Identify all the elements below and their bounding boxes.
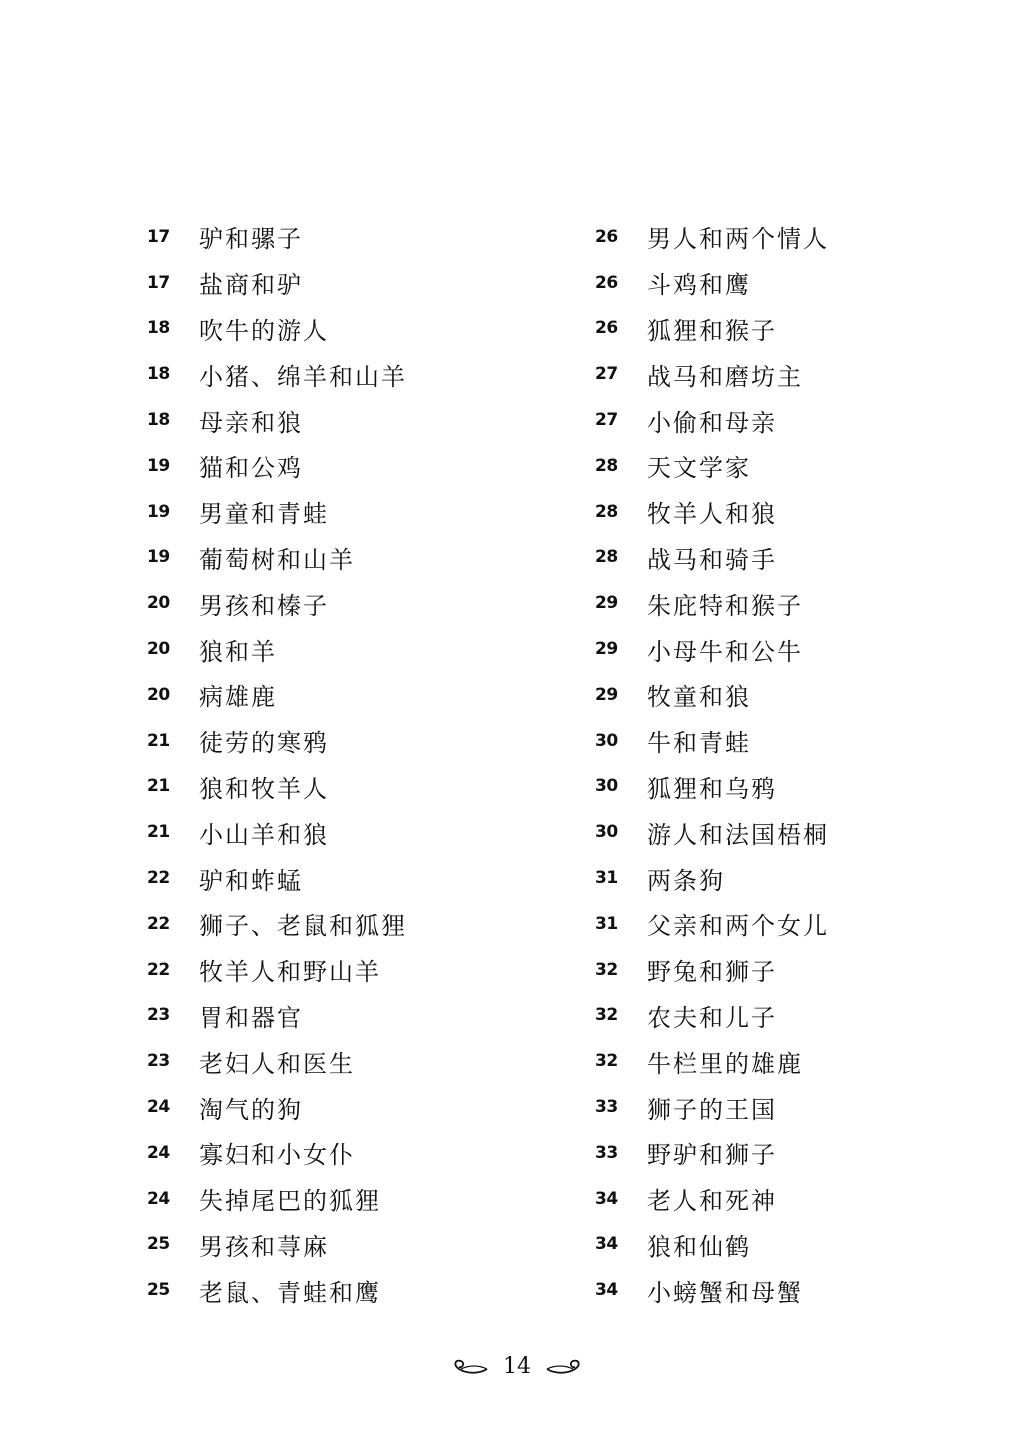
toc-entry-title: 朱庇特和猴子 <box>647 591 803 620</box>
toc-entry-title: 狮子、老鼠和狐狸 <box>199 912 407 941</box>
toc-entry-title: 战马和骑手 <box>647 545 777 574</box>
toc-entry-title: 男童和青蛙 <box>199 500 329 529</box>
toc-entry-title: 狐狸和乌鸦 <box>647 774 777 803</box>
toc-page-number: 29 <box>595 639 618 660</box>
toc-entry <box>595 626 1015 672</box>
toc-entry-title: 母亲和狼 <box>199 408 303 437</box>
toc-page-number: 31 <box>595 913 618 934</box>
toc-entry <box>147 443 567 489</box>
toc-entry-title: 狼和牧羊人 <box>199 774 329 803</box>
toc-entry-title: 驴和骡子 <box>199 225 303 254</box>
toc-page-number: 34 <box>595 1280 618 1301</box>
toc-entry <box>595 489 1015 535</box>
toc-entry-title: 牛和青蛙 <box>647 729 751 758</box>
toc-entry-title: 男孩和荨麻 <box>199 1232 329 1261</box>
toc-entry <box>595 535 1015 581</box>
toc-entry <box>147 489 567 535</box>
toc-entry-title: 牛栏里的雄鹿 <box>647 1049 803 1078</box>
toc-page-number: 20 <box>147 639 170 660</box>
toc-entry-title: 野驴和狮子 <box>647 1141 777 1170</box>
toc-entry-title: 小山羊和狼 <box>199 820 329 849</box>
toc-page-number: 27 <box>595 410 618 431</box>
toc-page-number: 28 <box>595 455 618 476</box>
toc-entry <box>595 718 1015 764</box>
toc-page-number: 22 <box>147 959 170 980</box>
toc-entry-title: 狼和羊 <box>199 637 277 666</box>
toc-entry <box>595 1084 1015 1130</box>
toc-page-number: 19 <box>147 547 170 568</box>
toc-entry-title: 吹牛的游人 <box>199 316 329 345</box>
toc-entry <box>147 397 567 443</box>
toc-entry-title: 老人和死神 <box>647 1187 777 1216</box>
toc-entry <box>595 947 1015 993</box>
toc-entry <box>595 901 1015 947</box>
toc-page-number: 29 <box>595 684 618 705</box>
toc-entry-title: 寡妇和小女仆 <box>199 1141 355 1170</box>
toc-entry <box>147 947 567 993</box>
toc-page-number: 26 <box>595 318 618 339</box>
toc-entry <box>147 626 567 672</box>
toc-page-number: 33 <box>595 1142 618 1163</box>
toc-entry <box>595 1176 1015 1222</box>
toc-entry <box>595 993 1015 1039</box>
toc-page-number: 25 <box>147 1280 170 1301</box>
toc-entry <box>595 580 1015 626</box>
toc-entry <box>147 1222 567 1268</box>
toc-page-number: 32 <box>595 1051 618 1072</box>
toc-entry <box>147 764 567 810</box>
toc-entry-title: 淘气的狗 <box>199 1095 303 1124</box>
toc-entry <box>147 672 567 718</box>
toc-entry <box>595 809 1015 855</box>
toc-page-number: 20 <box>147 684 170 705</box>
toc-entry-title: 牧童和狼 <box>647 683 751 712</box>
toc-entry <box>147 351 567 397</box>
toc-entry <box>147 718 567 764</box>
swirl-ornament-right-icon <box>545 1356 585 1376</box>
toc-page-number: 28 <box>595 501 618 522</box>
toc-page-number: 18 <box>147 318 170 339</box>
toc-entry <box>595 306 1015 352</box>
toc-entry-title: 胃和器官 <box>199 1003 303 1032</box>
toc-entry <box>147 1130 567 1176</box>
toc-page-number: 31 <box>595 868 618 889</box>
toc-page-number: 22 <box>147 868 170 889</box>
toc-page-number: 30 <box>595 730 618 751</box>
toc-page-number: 24 <box>147 1142 170 1163</box>
toc-page-number: 33 <box>595 1097 618 1118</box>
toc-entry <box>595 1038 1015 1084</box>
toc-entry <box>147 535 567 581</box>
toc-page-number: 32 <box>595 1005 618 1026</box>
toc-entry-title: 战马和磨坊主 <box>647 362 803 391</box>
toc-page-number: 24 <box>147 1188 170 1209</box>
toc-entry <box>147 855 567 901</box>
toc-entry-title: 葡萄树和山羊 <box>199 545 355 574</box>
toc-page-number: 24 <box>147 1097 170 1118</box>
toc-page-number: 23 <box>147 1051 170 1072</box>
page-footer <box>0 1348 1034 1384</box>
toc-entry <box>595 855 1015 901</box>
toc-entry <box>595 214 1015 260</box>
toc-entry-title: 小偷和母亲 <box>647 408 777 437</box>
toc-entry <box>595 672 1015 718</box>
toc-page-number: 34 <box>595 1234 618 1255</box>
toc-entry-title: 牧羊人和狼 <box>647 500 777 529</box>
toc-entry <box>595 1267 1015 1313</box>
toc-entry <box>147 580 567 626</box>
toc-entry <box>595 443 1015 489</box>
toc-entry-title: 男人和两个情人 <box>647 225 829 254</box>
toc-entry-title: 老妇人和医生 <box>199 1049 355 1078</box>
toc-entry <box>147 260 567 306</box>
toc-entry <box>147 214 567 260</box>
toc-page-number: 30 <box>595 822 618 843</box>
toc-entry-title: 猫和公鸡 <box>199 454 303 483</box>
toc-entry <box>595 764 1015 810</box>
toc-entry-title: 驴和蚱蜢 <box>199 866 303 895</box>
toc-column-left <box>147 214 567 1313</box>
toc-entry-title: 小母牛和公牛 <box>647 637 803 666</box>
toc-entry-title: 病雄鹿 <box>199 683 277 712</box>
toc-entry <box>147 1176 567 1222</box>
toc-entry <box>147 1084 567 1130</box>
toc-page-number: 34 <box>595 1188 618 1209</box>
toc-entry-title: 男孩和榛子 <box>199 591 329 620</box>
toc-page-number: 20 <box>147 593 170 614</box>
toc-entry-title: 游人和法国梧桐 <box>647 820 829 849</box>
toc-entry-title: 农夫和儿子 <box>647 1003 777 1032</box>
toc-entry <box>595 260 1015 306</box>
toc-page-number: 27 <box>595 364 618 385</box>
toc-entry <box>147 306 567 352</box>
toc-entry-title: 天文学家 <box>647 454 751 483</box>
toc-entry-title: 狼和仙鹤 <box>647 1232 751 1261</box>
toc-entry <box>595 351 1015 397</box>
toc-entry <box>147 1038 567 1084</box>
swirl-ornament-left-icon <box>449 1356 489 1376</box>
toc-page-number: 19 <box>147 455 170 476</box>
page-number: 14 <box>503 1353 531 1379</box>
toc-entry-title: 盐商和驴 <box>199 271 303 300</box>
toc-page-number: 18 <box>147 364 170 385</box>
toc-page-number: 22 <box>147 913 170 934</box>
toc-entry <box>595 1130 1015 1176</box>
toc-entry <box>147 809 567 855</box>
toc-page-number: 29 <box>595 593 618 614</box>
toc-page-number: 30 <box>595 776 618 797</box>
toc-page-number: 26 <box>595 226 618 247</box>
toc-entry-title: 牧羊人和野山羊 <box>199 958 381 987</box>
toc-page-number: 21 <box>147 822 170 843</box>
toc-entry-title: 父亲和两个女儿 <box>647 912 829 941</box>
toc-entry-title: 狮子的王国 <box>647 1095 777 1124</box>
toc-entry-title: 失掉尾巴的狐狸 <box>199 1187 381 1216</box>
toc-entry <box>147 1267 567 1313</box>
toc-page-number: 21 <box>147 776 170 797</box>
toc-entry-title: 两条狗 <box>647 866 725 895</box>
toc-entry <box>595 1222 1015 1268</box>
toc-column-right <box>595 214 1015 1313</box>
toc-entry <box>147 993 567 1039</box>
toc-entry-title: 狐狸和猴子 <box>647 316 777 345</box>
toc-entry <box>147 901 567 947</box>
toc-entry-title: 斗鸡和鹰 <box>647 271 751 300</box>
toc-entry <box>595 397 1015 443</box>
toc-page-number: 17 <box>147 226 170 247</box>
toc-page-number: 32 <box>595 959 618 980</box>
toc-entry-title: 野兔和狮子 <box>647 958 777 987</box>
toc-page-number: 18 <box>147 410 170 431</box>
toc-page-number: 21 <box>147 730 170 751</box>
toc-page-number: 17 <box>147 272 170 293</box>
toc-entry-title: 徒劳的寒鸦 <box>199 729 329 758</box>
toc-page-number: 23 <box>147 1005 170 1026</box>
toc-page-number: 19 <box>147 501 170 522</box>
toc-entry-title: 小猪、绵羊和山羊 <box>199 362 407 391</box>
toc-entry-title: 老鼠、青蛙和鹰 <box>199 1278 381 1307</box>
toc-page-number: 25 <box>147 1234 170 1255</box>
toc-entry-title: 小螃蟹和母蟹 <box>647 1278 803 1307</box>
toc-page-number: 26 <box>595 272 618 293</box>
toc-page-number: 28 <box>595 547 618 568</box>
